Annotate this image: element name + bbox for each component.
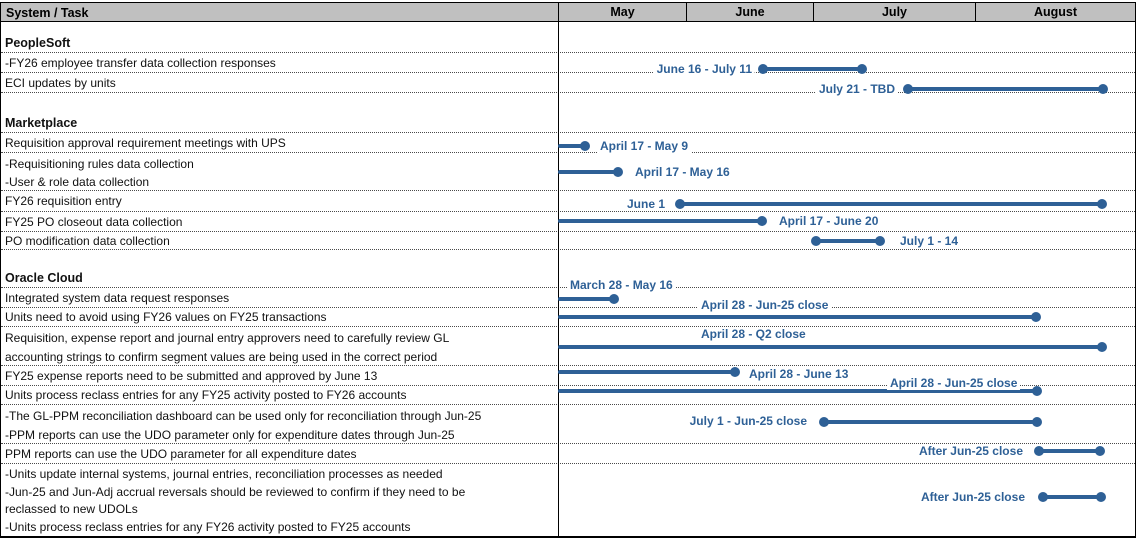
task-line: PO modification data collection xyxy=(5,234,170,248)
gantt-bar xyxy=(558,370,735,374)
date-range-label: After Jun-25 close xyxy=(916,444,1026,458)
task-cell xyxy=(5,288,553,308)
date-range-label: April 28 - June 13 xyxy=(746,367,851,381)
task-line: Requisition, expense report and journal entry approvers need to carefully review GL xyxy=(5,331,450,345)
bar-start-dot xyxy=(903,84,913,94)
month-header-june: June xyxy=(686,2,813,22)
task-cell xyxy=(5,405,553,444)
bar-end-dot xyxy=(613,167,623,177)
gantt-bar xyxy=(1039,449,1100,453)
task-line: FY25 PO closeout data collection xyxy=(5,215,183,229)
section-heading xyxy=(5,269,553,288)
task-cell xyxy=(5,366,553,386)
bar-end-dot xyxy=(1095,446,1105,456)
row-separator xyxy=(1,249,1135,250)
date-range-label: June 1 xyxy=(624,197,668,211)
task-cell xyxy=(5,444,553,464)
task-line: -Units update internal systems, journal entries, reconciliation processes as needed xyxy=(5,467,443,481)
month-header-august: August xyxy=(975,2,1135,22)
bar-end-dot xyxy=(1097,342,1107,352)
task-line: Marketplace xyxy=(5,116,78,130)
task-line: Integrated system data request responses xyxy=(5,291,230,305)
task-cell xyxy=(5,73,553,93)
date-range-label: July 1 - Jun-25 close xyxy=(687,414,810,428)
table-right-border xyxy=(1135,2,1136,537)
task-line: Units process reclass entries for any FY25 activity posted to FY26 accounts xyxy=(5,388,407,402)
gantt-bar xyxy=(558,219,762,223)
task-cell xyxy=(5,191,553,212)
date-range-label: April 17 - May 16 xyxy=(632,165,733,179)
task-line: Units need to avoid using FY26 values on FY25 transactions xyxy=(5,310,327,324)
table-bottom-border xyxy=(0,536,1136,538)
bar-end-dot xyxy=(1032,386,1042,396)
date-range-label: April 28 - Jun-25 close xyxy=(887,376,1020,390)
bar-end-dot xyxy=(1098,84,1108,94)
date-range-label: April 28 - Jun-25 close xyxy=(698,298,831,312)
task-line: -Jun-25 and Jun-Adj accrual reversals should be reviewed to confirm if they need to be xyxy=(5,484,466,499)
task-cell xyxy=(5,386,553,405)
task-line: PPM reports can use the UDO parameter for all expenditure dates xyxy=(5,447,357,461)
task-line: Requisition approval requirement meetings with UPS xyxy=(5,136,286,150)
date-range-label: After Jun-25 close xyxy=(918,490,1028,504)
month-header-may: May xyxy=(558,2,686,22)
bar-start-dot xyxy=(675,199,685,209)
bar-end-dot xyxy=(1097,199,1107,209)
task-line: -Requisitioning rules data collection xyxy=(5,157,194,171)
gantt-bar xyxy=(558,345,1102,349)
table-left-border xyxy=(0,2,1,537)
bar-end-dot xyxy=(609,294,619,304)
gantt-bar xyxy=(558,297,614,301)
section-heading xyxy=(5,33,553,53)
header-task-column-label: System / Task xyxy=(6,6,89,20)
task-line: accounting strings to confirm segment values are being used in the correct period xyxy=(5,349,438,364)
task-cell xyxy=(5,212,553,232)
gantt-bar xyxy=(816,239,880,243)
bar-start-dot xyxy=(1034,446,1044,456)
task-cell xyxy=(5,53,553,73)
task-cell xyxy=(5,308,553,327)
task-line: -Units process reclass entries for any FY26 activity posted to FY25 accounts xyxy=(5,519,411,534)
task-line: -User & role data collection xyxy=(5,175,150,189)
gantt-bar xyxy=(558,315,1036,319)
month-header-july: July xyxy=(813,2,975,22)
task-cell xyxy=(5,464,553,536)
bar-start-dot xyxy=(1038,492,1048,502)
task-line: reclassed to new UDOLs xyxy=(5,502,138,516)
task-cell xyxy=(5,232,553,250)
bar-end-dot xyxy=(1031,312,1041,322)
bar-end-dot xyxy=(1096,492,1106,502)
date-range-label: March 28 - May 16 xyxy=(567,278,676,292)
bar-end-dot xyxy=(580,141,590,151)
gantt-bar xyxy=(908,87,1103,91)
task-line: ECI updates by units xyxy=(5,76,116,90)
gantt-bar xyxy=(558,170,618,174)
date-range-label: April 17 - May 9 xyxy=(597,139,691,153)
row-separator xyxy=(1,92,1135,93)
bar-end-dot xyxy=(857,64,867,74)
task-cell xyxy=(5,153,553,191)
date-range-label: July 21 - TBD xyxy=(816,82,898,96)
task-line: FY25 expense reports need to be submitted and approved by June 13 xyxy=(5,369,378,383)
task-line: PeopleSoft xyxy=(5,36,71,50)
bar-start-dot xyxy=(819,417,829,427)
gantt-bar xyxy=(763,67,862,71)
date-range-label: July 1 - 14 xyxy=(897,234,961,248)
gantt-bar xyxy=(1043,495,1101,499)
gantt-bar xyxy=(824,420,1037,424)
date-range-label: June 16 - July 11 xyxy=(654,62,755,76)
gantt-bar xyxy=(680,202,1102,206)
bar-end-dot xyxy=(1032,417,1042,427)
task-cell xyxy=(5,133,553,153)
task-line: -FY26 employee transfer data collection responses xyxy=(5,56,276,70)
task-line: FY26 requisition entry xyxy=(5,194,122,208)
task-timeline-divider xyxy=(558,2,559,537)
task-line: Oracle Cloud xyxy=(5,271,83,285)
bar-start-dot xyxy=(758,64,768,74)
date-range-label: April 28 - Q2 close xyxy=(698,327,809,341)
section-heading xyxy=(5,113,553,133)
bar-end-dot xyxy=(757,216,767,226)
date-range-label: April 17 - June 20 xyxy=(776,214,881,228)
bar-start-dot xyxy=(811,236,821,246)
bar-end-dot xyxy=(875,236,885,246)
task-line: -The GL-PPM reconciliation dashboard can be used only for reconciliation through Jun-25 xyxy=(5,409,482,423)
task-cell xyxy=(5,327,553,366)
task-line: -PPM reports can use the UDO parameter only for expenditure dates through Jun-25 xyxy=(5,427,455,442)
bar-end-dot xyxy=(730,367,740,377)
